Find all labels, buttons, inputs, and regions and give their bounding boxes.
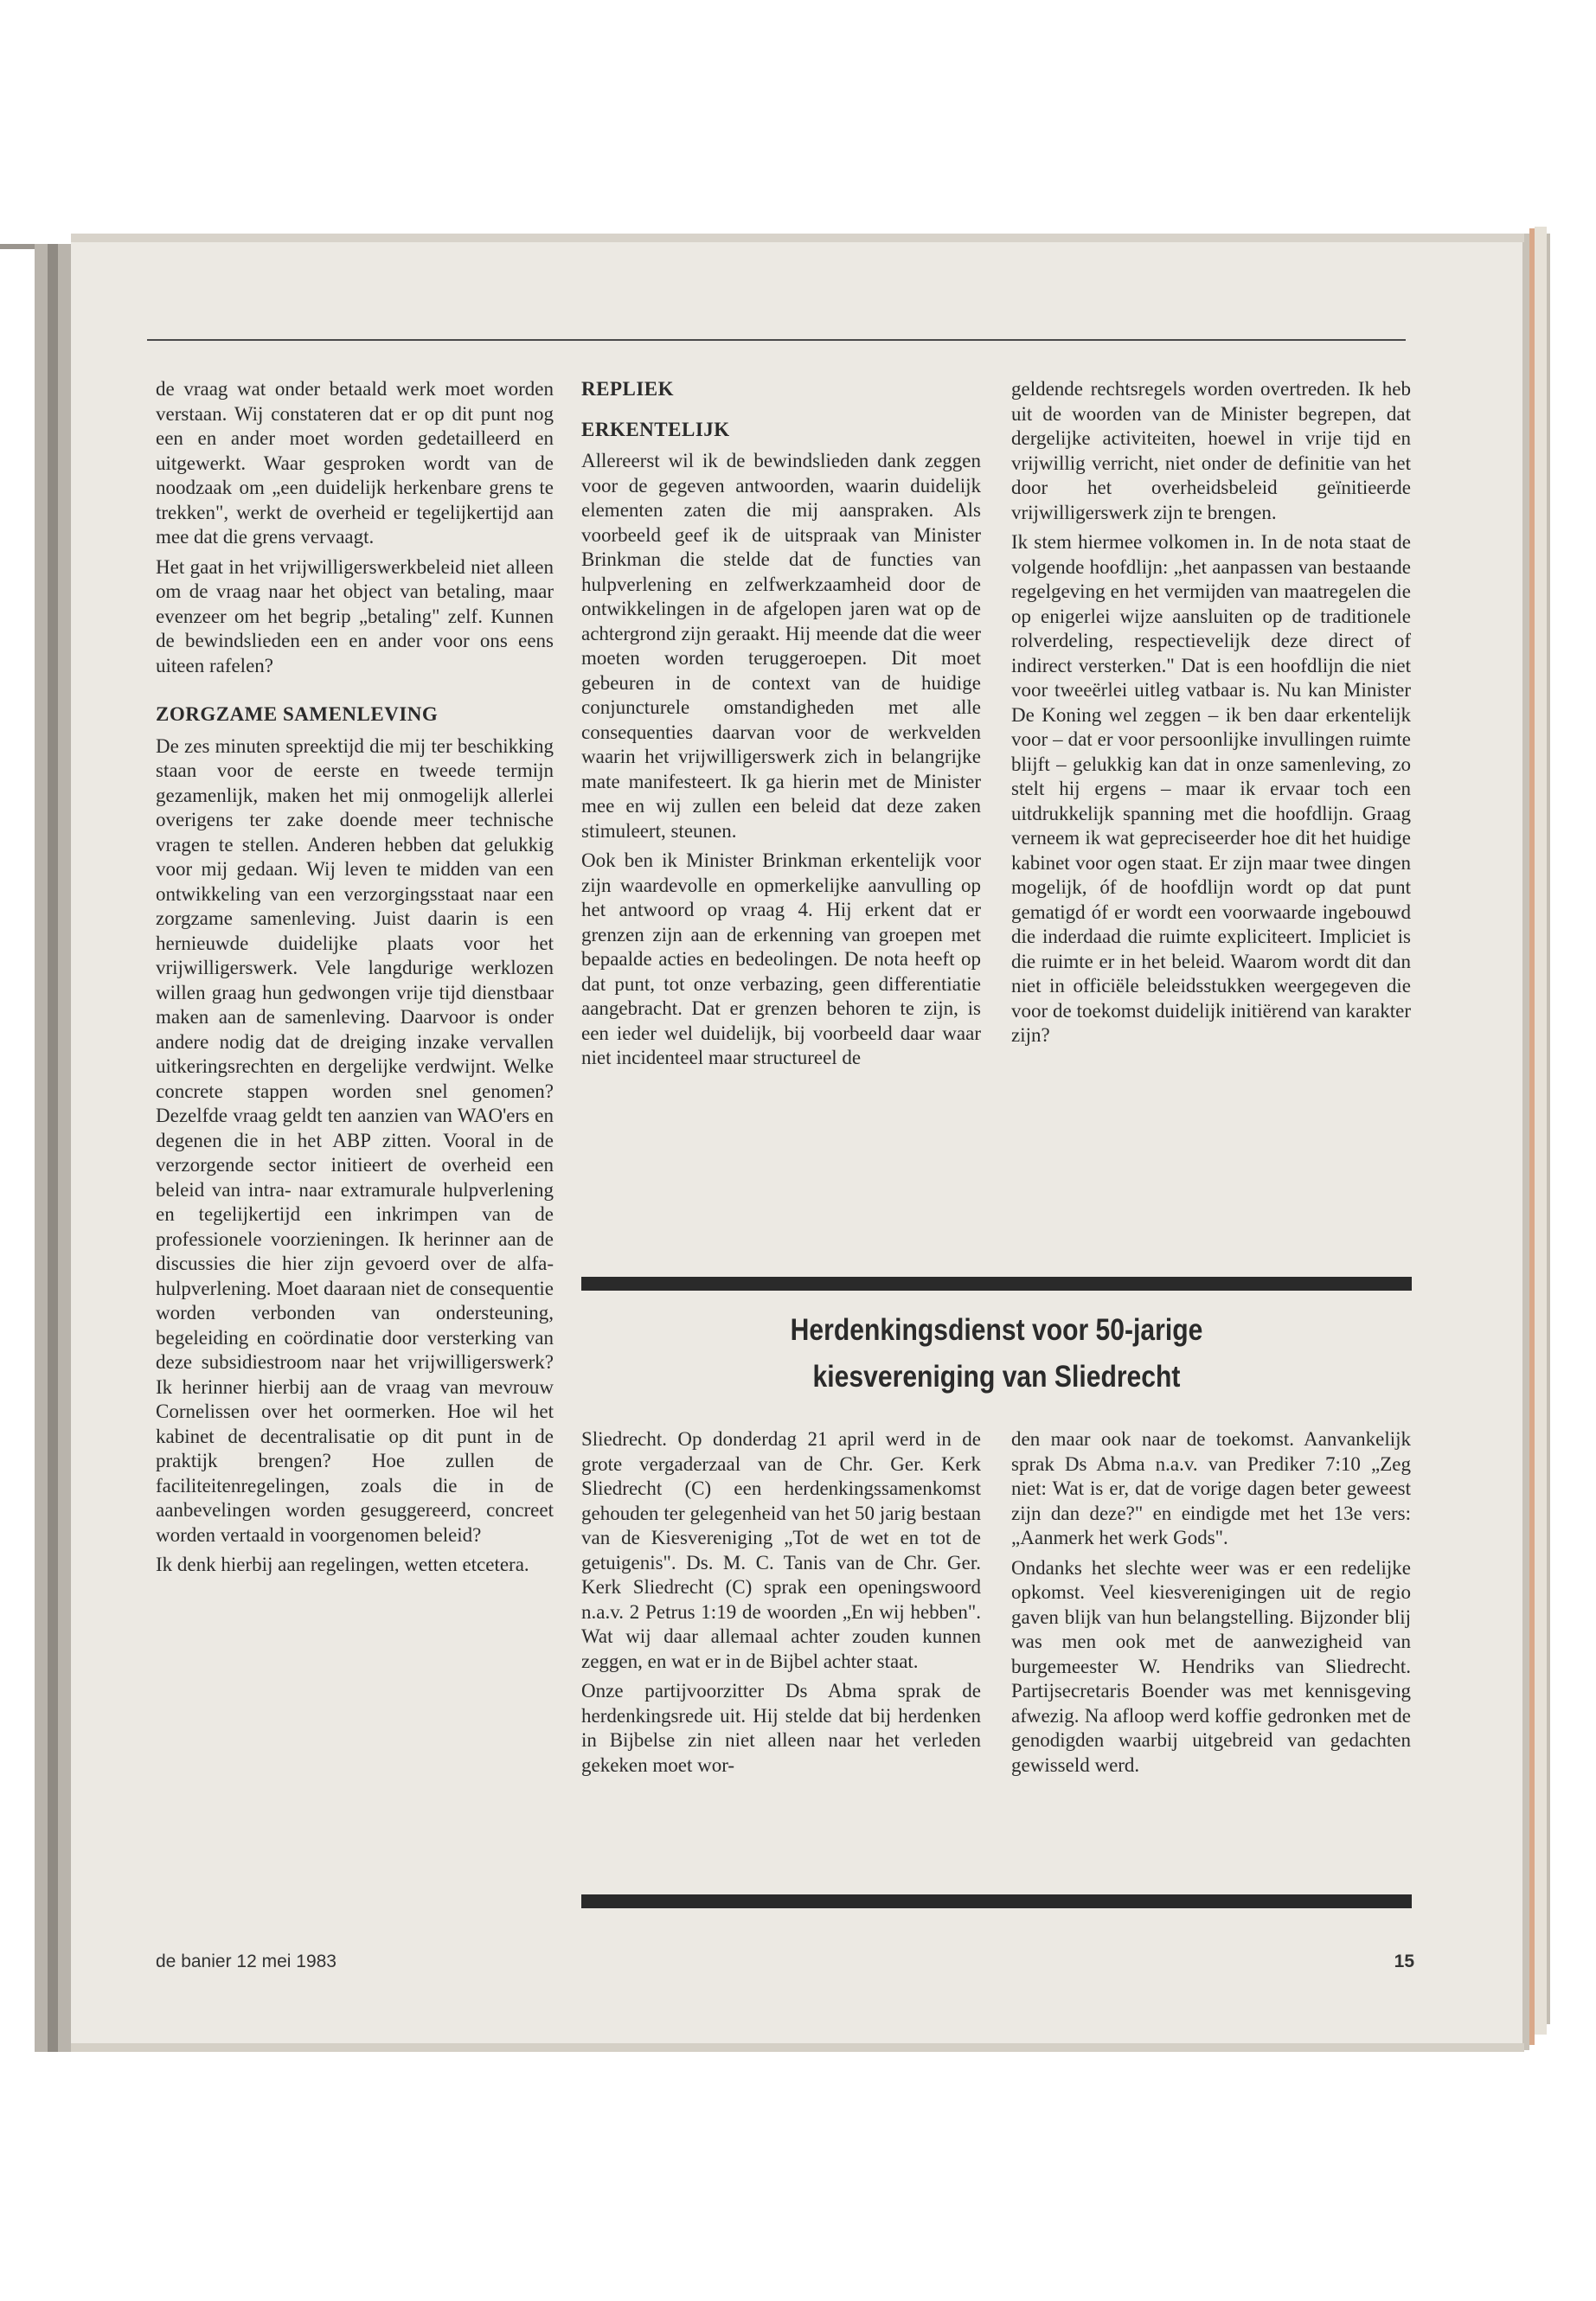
column-2 (581, 377, 981, 1076)
col1-paragraph: de vraag wat onder betaald werk moet worden verstaan. Wij constateren dat er op dit punt nog een en ander moet worden gedetailleerd en uitgewerkt. Waar gesproken wordt van de noodzaak om „een duidelijk herkenbare grens te trekken", werkt de overheid er tegelijkertijd aan mee dat die grens vervaagt. (156, 378, 554, 548)
article-bottom-bar (581, 1894, 1412, 1908)
heading-erkentelijk: ERKENTELIJK (581, 418, 730, 440)
page-number: 15 (1394, 1952, 1414, 1971)
col1-paragraph: Ik denk hierbij aan regelingen, wetten etcetera. (156, 1554, 529, 1575)
column-3 (1011, 377, 1411, 1054)
col2-paragraph: Ook ben ik Minister Brinkman erkentelijk voor zijn waardevolle en opmerkelijke aanvulling op het antwoord op vraag 4. Hij erkent dat er grenzen zijn aan de erkenning van groepen met bepaalde acties en bedeolingen. De nota heeft op dat punt, tot onze verbazing, geen differentiatie aangebracht. Dat er grenzen behoren te zijn, is een ieder wel duidelijk, bij voorbeeld daar waar niet incidenteel maar structureel de (581, 849, 981, 1068)
article-paragraph: den maar ook naar de toekomst. Aanvankelijk sprak Ds Abma n.a.v. van Prediker 7:10 „Zeg niet: Wat is er, dat de vorige dagen beter geweest zijn dan deze?" en eindigde met het 13e vers: „Aanmerk het werk Gods". (1011, 1428, 1411, 1548)
heading-repliek: REPLIEK (581, 378, 675, 400)
col3-paragraph: geldende rechtsregels worden overtreden. Ik heb uit de woorden van de Minister begrepen, dat dergelijke activiteiten, hoewel in vrije tijd en vrijwillig verricht, niet onder de definitie van het door het overheidsbeleid geïnitieerde vrijwilligerswerk zijn te brengen. (1011, 378, 1411, 523)
article-column-right (1011, 1427, 1411, 1783)
article-paragraph: Onze partijvoorzitter Ds Abma sprak de herdenkingsrede uit. Hij stelde dat bij herdenken in Bijbelse zin niet alleen naar het verleden gekeken moet wor- (581, 1680, 981, 1776)
article-column-left (581, 1427, 981, 1783)
article-paragraph: Sliedrecht. Op donderdag 21 april werd in de grote vergaderzaal van de Chr. Ger. Kerk Sliedrecht (C) een herdenkingssamenkomst gehouden ter gelegenheid van het 50 jarig bestaan van de Kiesvereniging „Tot de wet en tot de getuigenis". Ds. M. C. Tanis van de Chr. Ger. Kerk Sliedrecht (C) sprak een openingswoord n.a.v. 2 Petrus 1:19 de woorden „En wij hebben". Wat wij daar allemaal achter zouden kunnen zeggen, en wat er in de Bijbel achter staat. (581, 1428, 981, 1672)
col2-paragraph: Allereerst wil ik de bewindslieden dank zeggen voor de gegeven antwoorden, waarin duidelijk elementen zaten die mij aanspraken. Als voorbeeld geef ik de uitspraak van Minister Brinkman die stelde dat de functies van hulpverlening en zelfwerkzaamheid door de ontwikkelingen in de afgelopen jaren wat op de achtergrond zijn geraakt. Hij meende dat die weer moeten worden teruggeroepen. Dit moet gebeuren in de context van de huidige conjuncturele omstandigheden met alle consequenties daarvan voor de werkvelden waarin het vrijwilligerswerk zich in belangrijke mate manifesteert. Ik ga hierin met de Minister mee en wij zullen een beleid dat deze zaken stimuleert, steunen. (581, 450, 981, 842)
heading-zorgzame-samenleving: ZORGZAME SAMENLEVING (156, 703, 439, 725)
col1-paragraph: Het gaat in het vrijwilligerswerkbeleid niet alleen om de vraag naar het object van betaling, maar evenzeer om het begrip „betaling" zelf. Kunnen de bewindslieden een en ander voor ons eens uiteen rafelen? (156, 555, 554, 676)
top-rule (147, 339, 1406, 341)
article-paragraph: Ondanks het slechte weer was er een redelijke opkomst. Veel kiesverenigingen uit de regio gaven blijk van hun belangstelling. Bijzonder blij was men ook met de aanwezigheid van burgemeester W. Hendriks van Sliedrecht. Partijsecretaris Boender was met kennisgeving afwezig. Na afloop werd koffie gedronken met de genodigden waarbij uitgebreid van gedachten gewisseld werd. (1011, 1556, 1411, 1776)
article-headline-line-2: kiesvereniging van Sliedrecht (812, 1360, 1181, 1394)
col1-paragraph: De zes minuten spreektijd die mij ter beschikking staan voor de eerste en tweede termijn gezamenlijk, maken het mij onmogelijk allerlei overigens ter zake doende meer technische vragen te stellen. Anderen hebben dat gelukkig voor mij gedaan. Wij leven te midden van een ontwikkeling van een verzorgingsstaat naar een zorgzame samenleving. Juist daarin is een hernieuwde duidelijke plaats voor het vrijwilligerswerk. Vele langdurige werklozen willen graag hun gedwongen vrije tijd dienstbaar maken aan de samenleving. Daarvoor is onder andere nodig dat de dreiging inzake vervallen uitkeringsrechten en dergelijke verdwijnt. Welke concrete stappen worden snel genomen? Dezelfde vraag geldt ten aanzien van WAO'ers en degenen die in het ABP zitten. Vooral in de verzorgende sector initieert de overheid een beleid van intra- naar extramurale hulpverlening en tegelijkertijd een inkrimpen van de professionele voorzieningen. Ik herinner aan de discussies die hier zijn gevoerd over de alfa-hulpverlening. Moet daaraan niet de consequentie worden verbonden van ondersteuning, begeleiding en coördinatie door versterking van deze subsidiestroom naar het vrijwilligerswerk? Ik herinner hierbij aan de vraag van mevrouw Cornelissen over het oormerken. Hoe wil het kabinet de decentralisatie op dit punt in de praktijk brengen? Hoe zullen de faciliteitenregelingen, zoals die in de aanbevelingen worden gesuggereerd, concreet worden vertaald in voorgenomen beleid? (156, 734, 554, 1546)
footer-publication-date: de banier 12 mei 1983 (156, 1952, 337, 1971)
article-headline-line-1: Herdenkingsdienst voor 50-jarige (790, 1313, 1203, 1347)
col3-paragraph: Ik stem hiermee volkomen in. In de nota staat de volgende hoofdlijn: „het aanpassen van bestaande regelgeving en het vermijden van maatregelen die op enigerlei wijze aansluiten op de traditionele rolverdeling, respectievelijk deze direct of indirect versterken." Dat is een hoofdlijn die niet voor tweeërlei uitleg vatbaar is. Nu kan Minister De Koning wel zeggen – ik ben daar erkentelijk voor – dat er voor persoonlijke invullingen ruimte blijft – gelukkig kan dat in onze samenleving, zo stelt hij ergens – maar ik ervaar toch een uitdrukkelijk spanning met die hoofdlijn. Graag verneem ik wat gepreciseerder hoe dit het huidige kabinet voor ogen staat. Er zijn maar twee dingen mogelijk, óf de hoofdlijn wordt op dat punt gematigd óf er wordt een voorwaarde ingebouwd die inderdaad die ruimte expliciteert. Impliciet is die ruimte er in het beleid. Waarom wordt dit dan niet in officiële beleidsstukken weergegeven die voor de toekomst duidelijk initiërend van karakter zijn? (1011, 531, 1411, 1046)
column-1 (156, 377, 554, 1583)
article-top-bar (581, 1277, 1412, 1291)
